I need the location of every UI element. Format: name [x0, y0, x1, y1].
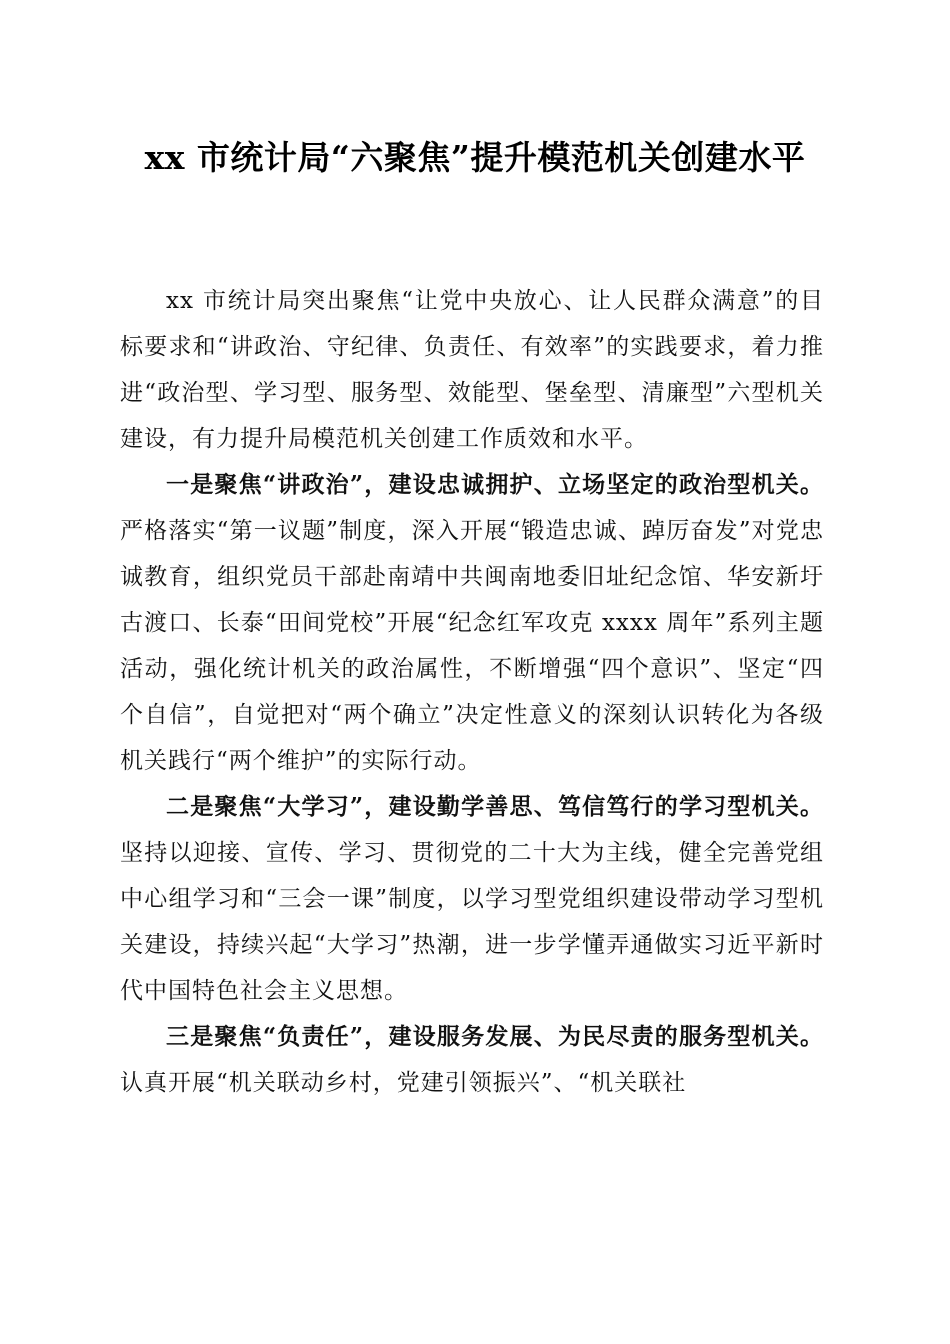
- paragraph-text: 严格落实“第一议题”制度，深入开展“锻造忠诚、踔厉奋发”对党忠诚教育，组织党员干部赴南靖中共闽南地委旧址纪念馆、华安新圩古渡口、长泰“田间党校”开展“纪念红军攻克 xxxx 周年”系列主题活动，强化统计机关的政治属性，不断增强“四个意识”、坚定“四个自信”，自觉把对“两个确立”决定性意义的深刻认识转化为各级机关践行“两个维护”的实际行动。: [120, 518, 824, 774]
- paragraph-text: 坚持以迎接、宣传、学习、贯彻党的二十大为主线，健全完善党组中心组学习和“三会一课”制度，以学习型党组织建设带动学习型机关建设，持续兴起“大学习”热潮，进一步学懂弄通做实习近平新时代中国特色社会主义思想。: [120, 840, 824, 1004]
- paragraph-text: xx 市统计局突出聚焦“让党中央放心、让人民群众满意”的目标要求和“讲政治、守纪律、负责任、有效率”的实践要求，着力推进“政治型、学习型、服务型、效能型、堡垒型、清廉型”六型机关建设，有力提升局模范机关创建工作质效和水平。: [120, 288, 824, 452]
- document-title: xx 市统计局“六聚焦”提升模范机关创建水平: [144, 138, 806, 177]
- paragraph-learning: [120, 784, 824, 1014]
- paragraph-text: 认真开展“机关联动乡村，党建引领振兴”、“机关联社: [120, 1070, 687, 1096]
- paragraph-intro: [120, 278, 824, 462]
- paragraph-political: [120, 462, 824, 784]
- paragraph-lead: 一是聚焦“讲政治”，建设忠诚拥护、立场坚定的政治型机关。: [166, 471, 824, 498]
- document-body: [120, 278, 824, 1106]
- paragraph-service: [120, 1014, 824, 1106]
- paragraph-lead: 二是聚焦“大学习”，建设勤学善思、笃信笃行的学习型机关。: [166, 793, 824, 820]
- paragraph-lead: 三是聚焦“负责任”，建设服务发展、为民尽责的服务型机关。: [166, 1023, 824, 1050]
